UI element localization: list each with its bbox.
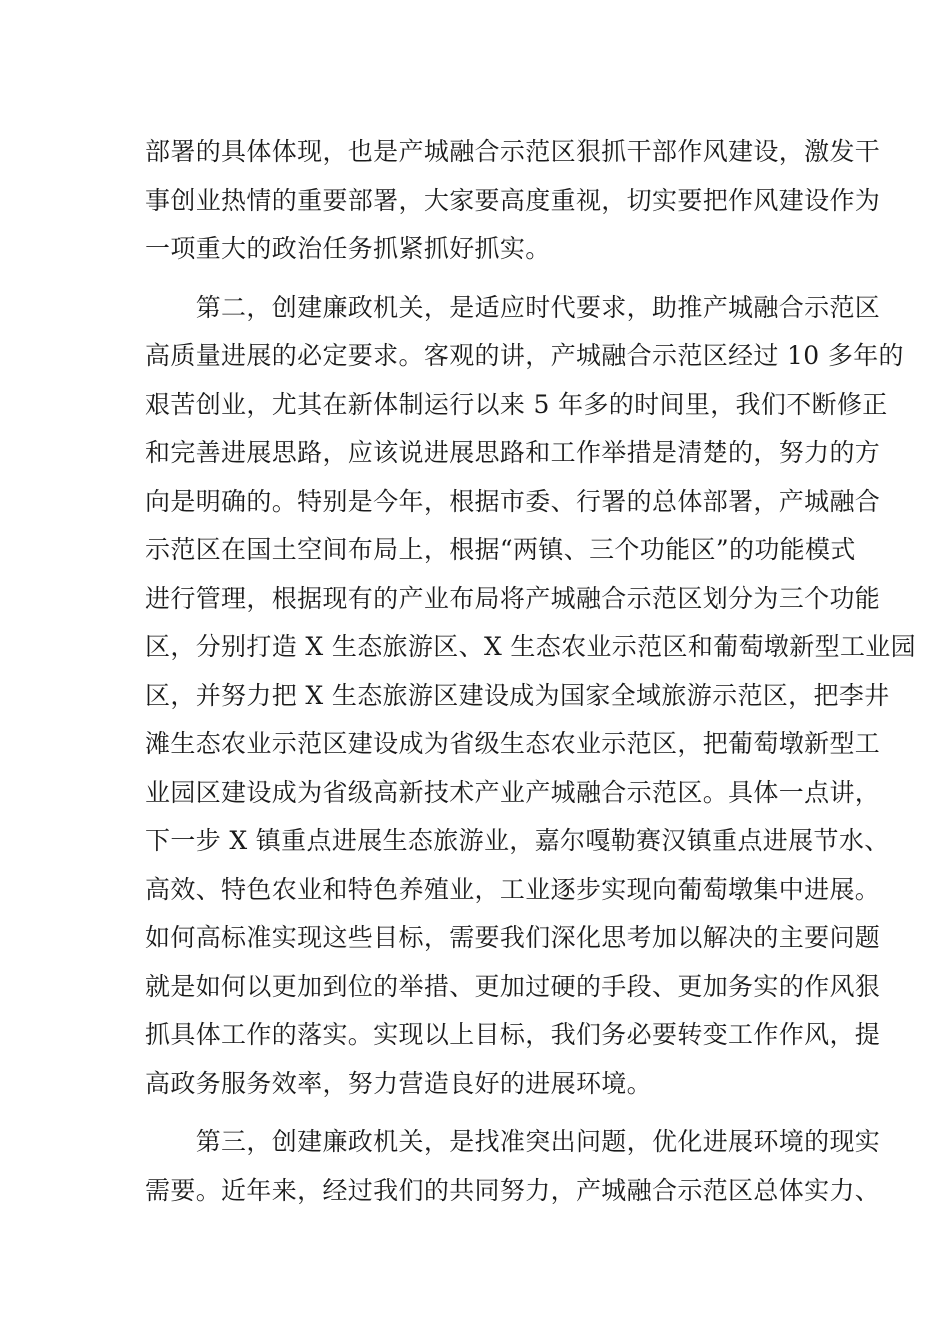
text-line: 事创业热情的重要部署，大家要高度重视，切实要把作风建设作为 [145,185,881,215]
text-line: 向是明确的。特别是今年，根据市委、行署的总体部署，产城融合 [145,486,881,516]
text-line: 区，分别打造 X 生态旅游区、X 生态农业示范区和葡萄墩新型工业园 [145,632,916,661]
text-line: 第二，创建廉政机关，是适应时代要求，助推产城融合示范区 [145,292,881,322]
text-line: 滩生态农业示范区建设成为省级生态农业示范区，把葡萄墩新型工 [145,729,881,758]
text-line: 示范区在国土空间布局上，根据“两镇、三个功能区”的功能模式 [145,535,856,564]
text-line: 业园区建设成为省级高新技术产业产城融合示范区。具体一点讲， [145,777,881,807]
document-body [145,128,916,1215]
text-line: 一项重大的政治任务抓紧抓好抓实。 [145,234,551,263]
text-line: 如何高标准实现这些目标，需要我们深化思考加以解决的主要问题 [145,923,881,952]
text-line: 第三，创建廉政机关，是找准突出问题，优化进展环境的现实 [145,1127,881,1156]
text-line: 部署的具体体现，也是产城融合示范区狠抓干部作风建设，激发干 [145,137,881,166]
text-line: 抓具体工作的落实。实现以上目标，我们务必要转变工作作风，提 [145,1020,881,1049]
text-line: 区，并努力把 X 生态旅游区建设成为国家全域旅游示范区，把李井 [145,680,890,710]
text-line: 高效、特色农业和特色养殖业，工业逐步实现向葡萄墩集中进展。 [145,874,881,904]
text-line: 高质量进展的必定要求。客观的讲，产城融合示范区经过 10 多年的 [145,341,904,370]
text-line: 下一步 X 镇重点进展生态旅游业，嘉尔嘎勒赛汉镇重点进展节水、 [145,826,890,855]
paragraph-3 [145,1118,881,1215]
text-line: 艰苦创业，尤其在新体制运行以来 5 年多的时间里，我们不断修正 [145,389,888,419]
text-line: 高政务服务效率，努力营造良好的进展环境。 [145,1068,653,1098]
text-line: 需要。近年来，经过我们的共同努力，产城融合示范区总体实力、 [145,1175,881,1205]
text-line: 进行管理，根据现有的产业布局将产城融合示范区划分为三个功能 [145,583,881,613]
text-line: 和完善进展思路，应该说进展思路和工作举措是清楚的，努力的方 [145,438,881,467]
text-line: 就是如何以更加到位的举措、更加过硬的手段、更加务实的作风狠 [145,971,881,1001]
paragraph-2 [145,284,916,1109]
paragraph-1 [145,128,881,274]
